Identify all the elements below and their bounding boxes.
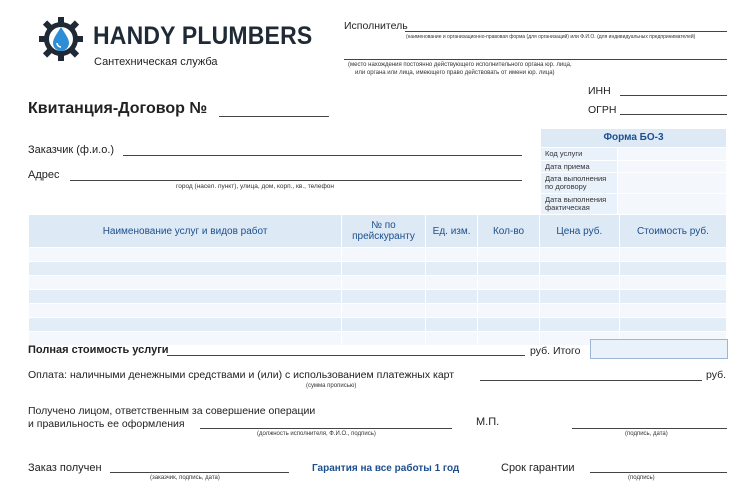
ogrn-label: ОГРН xyxy=(588,104,617,116)
warranty-label: Срок гарантии xyxy=(501,462,575,474)
col-unit: Ед. изм. xyxy=(425,215,478,248)
executor-address-hint-1: (место нахождения постоянно действующего исполнительного органа юр. лица, xyxy=(348,62,572,68)
col-cost: Стоимость руб. xyxy=(619,215,726,248)
total-field[interactable] xyxy=(590,339,728,359)
responsible-person-field[interactable] xyxy=(200,428,452,429)
table-row[interactable] xyxy=(29,276,727,290)
executor-hint: (наименование и организационно-правовая форма (для организаций) или Ф.И.О. (для индивидуальных предпринимателей) xyxy=(406,34,696,40)
full-cost-field[interactable] xyxy=(167,355,525,356)
col-service-name: Наименование услуг и видов работ xyxy=(29,215,342,248)
executor-address-hint-2: или органа или лица, имеющего право действовать от имени юр. лица) xyxy=(355,70,555,76)
payment-rub: руб. xyxy=(706,369,727,381)
order-received-label: Заказ получен xyxy=(28,462,102,474)
col-quantity: Кол-во xyxy=(478,215,539,248)
accept-date-label: Дата приема xyxy=(541,161,618,173)
address-field[interactable] xyxy=(70,180,522,181)
form-bo-title: Форма БО-3 xyxy=(541,129,727,148)
order-received-hint: (заказчик, подпись, дата) xyxy=(150,475,220,481)
warranty-hint: (подпись) xyxy=(628,475,655,481)
brand-subtitle: Сантехническая служба xyxy=(94,56,218,68)
payment-hint: (сумма прописью) xyxy=(306,383,357,389)
logo xyxy=(38,14,84,62)
received-line-1: Получено лицом, ответственным за совершение операции xyxy=(28,405,316,417)
executor-label: Исполнитель xyxy=(344,20,408,32)
form-bo-table xyxy=(540,128,727,215)
gear-drop-icon xyxy=(38,14,84,62)
table-row[interactable] xyxy=(29,262,727,276)
actual-date-label: Дата выполнения фактическая xyxy=(541,194,618,215)
address-hint: город (насел. пункт), улица, дом, корп., кв., телефон xyxy=(176,183,335,190)
full-cost-label: Полная стоимость услуги xyxy=(28,344,169,356)
executor-address-line[interactable] xyxy=(344,59,727,60)
warranty-field[interactable] xyxy=(590,472,727,473)
service-code-label: Код услуги xyxy=(541,148,618,161)
service-code-field[interactable] xyxy=(618,148,727,161)
rub-total-label: руб. Итого xyxy=(530,345,581,357)
stamp-label: М.П. xyxy=(476,416,500,428)
payment-amount-field[interactable] xyxy=(480,380,702,381)
brand-name: HANDY PLUMBERS xyxy=(93,22,313,50)
signature-date-field[interactable] xyxy=(572,428,727,429)
contract-date-field[interactable] xyxy=(618,173,727,194)
inn-label: ИНН xyxy=(588,85,611,97)
table-row[interactable] xyxy=(29,304,727,318)
col-price: Цена руб. xyxy=(539,215,619,248)
services-table xyxy=(28,214,727,346)
responsible-person-hint: (должность исполнителя, Ф.И.О., подпись) xyxy=(257,431,376,437)
inn-field[interactable] xyxy=(620,95,727,96)
table-row[interactable] xyxy=(29,248,727,262)
accept-date-field[interactable] xyxy=(618,161,727,173)
executor-line[interactable] xyxy=(405,31,727,32)
page-title: Квитанция-Договор № xyxy=(28,100,208,117)
payment-label: Оплата: наличными денежными средствами и (или) с использованием платежных карт xyxy=(28,369,455,381)
table-row[interactable] xyxy=(29,318,727,332)
contract-date-label: Дата выполнения по договору xyxy=(541,173,618,194)
ogrn-field[interactable] xyxy=(620,114,727,115)
signature-date-hint: (подпись, дата) xyxy=(625,431,668,437)
received-line-2: и правильность ее оформления xyxy=(28,418,185,430)
order-received-field[interactable] xyxy=(110,472,289,473)
table-row[interactable] xyxy=(29,290,727,304)
actual-date-field[interactable] xyxy=(618,194,727,215)
col-price-list-number: № по прейскуранту xyxy=(342,215,426,248)
address-label: Адрес xyxy=(28,169,60,181)
customer-name-field[interactable] xyxy=(123,155,522,156)
receipt-number-field[interactable] xyxy=(219,116,329,117)
guarantee-note: Гарантия на все работы 1 год xyxy=(312,463,460,474)
customer-name-label: Заказчик (ф.и.о.) xyxy=(28,144,115,156)
